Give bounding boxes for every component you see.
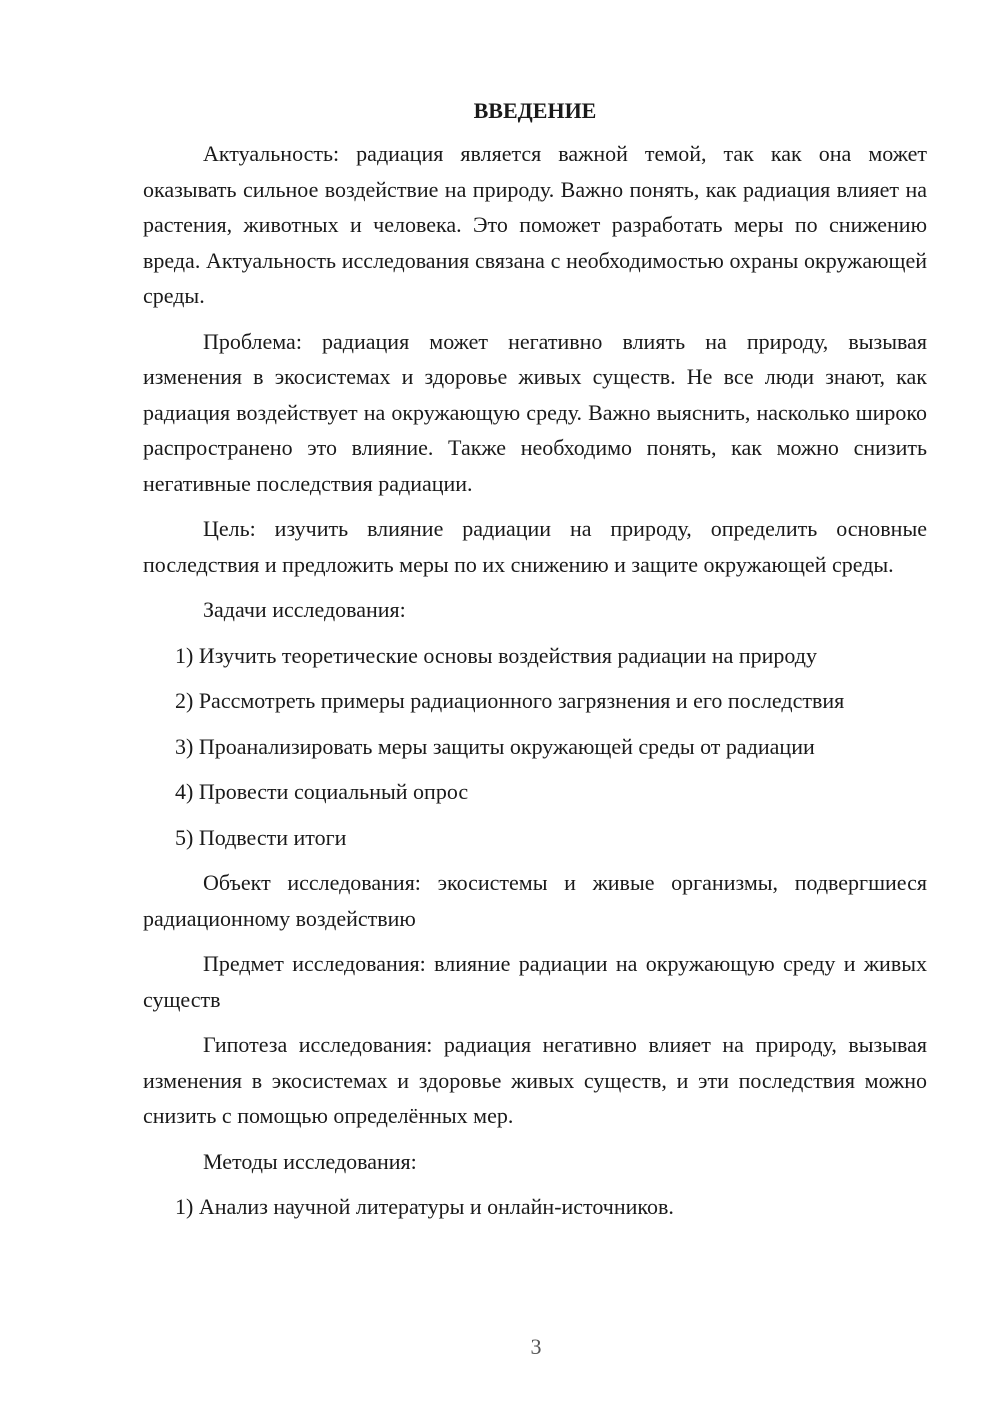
- paragraph-hypothesis: Гипотеза исследования: радиация негативно влияет на природу, вызывая изменения в экосистемах и здоровье живых существ, и эти последствия можно снизить с помощью определённых мер.: [143, 1032, 927, 1128]
- page-number: 3: [530, 1334, 542, 1359]
- paragraph-object: Объект исследования: экосистемы и живые организмы, подвергшиеся радиационному воздействию: [143, 870, 927, 931]
- task-item-2: 2) Рассмотреть примеры радиационного загрязнения и его последствия: [175, 688, 845, 713]
- document-body: [143, 96, 927, 1235]
- page-title: ВВЕДЕНИЕ: [473, 98, 597, 123]
- paragraph-goal: Цель: изучить влияние радиации на природу, определить основные последствия и предложить меры по их снижению и защите окружающей среды.: [143, 516, 927, 577]
- tasks-heading: Задачи исследования:: [203, 597, 406, 622]
- task-item-3: 3) Проанализировать меры защиты окружающей среды от радиации: [175, 733, 815, 759]
- paragraph-relevance: Актуальность: радиация является важной темой, так как она может оказывать сильное воздействие на природу. Важно понять, как радиация влияет на растения, животных и человека. Это поможет разработать меры по снижению вреда. Актуальность исследования связана с необходимостью охраны окружающей среды.: [143, 141, 927, 308]
- paragraph-subject: Предмет исследования: влияние радиации на окружающую среду и живых существ: [143, 951, 927, 1012]
- task-item-4: 4) Провести социальный опрос: [175, 779, 469, 804]
- method-item-1: 1) Анализ научной литературы и онлайн-источников.: [175, 1194, 674, 1219]
- task-item-1: 1) Изучить теоретические основы воздействия радиации на природу: [175, 642, 817, 668]
- paragraph-problem: Проблема: радиация может негативно влиять на природу, вызывая изменения в экосистемах и здоровье живых существ. Не все люди знают, как радиация воздействует на окружающую среду. Важно выяснить, насколько широко распространено это влияние. Также необходимо понять, как можно снизить негативные последствия радиации.: [143, 328, 927, 496]
- methods-heading: Методы исследования:: [203, 1148, 417, 1174]
- task-item-5: 5) Подвести итоги: [175, 824, 347, 850]
